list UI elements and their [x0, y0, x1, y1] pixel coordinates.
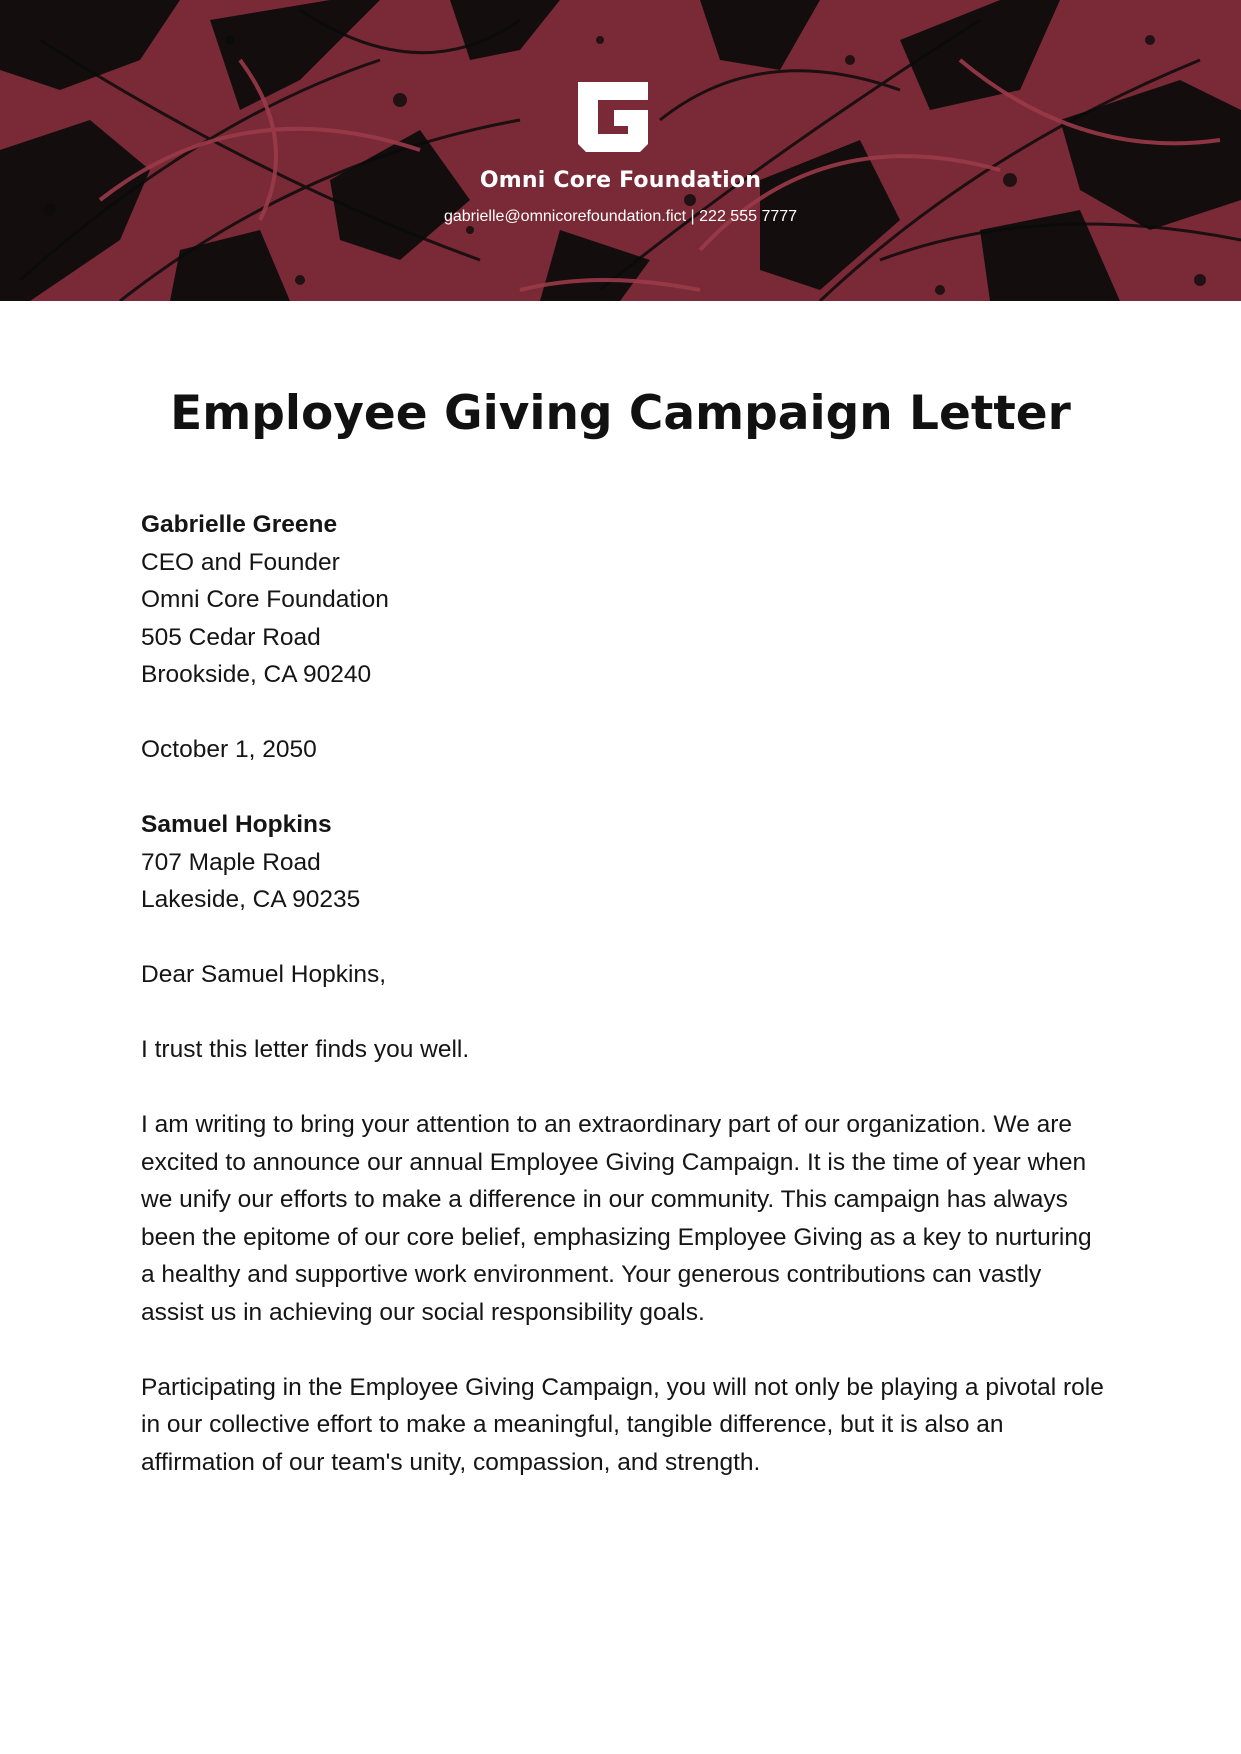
sender-title: CEO and Founder: [141, 548, 340, 576]
sender-organization: Omni Core Foundation: [141, 586, 389, 613]
sender-name: Gabrielle Greene: [141, 511, 338, 538]
recipient-block: [141, 806, 1106, 919]
sender-city: Brookside, CA 90240: [141, 661, 372, 688]
letter-title: Employee Giving Campaign Letter: [170, 386, 1071, 441]
paragraph: I am writing to bring your attention to an extraordinary part of our organization. We are excited to announce our annual Employee Giving Campaign. It is the time of year when we unify our efforts to make a difference in our community. This campaign has always been the epitome of our core belief, emphasizing Employee Giving as a key to nurturing a healthy and supportive work environment. Your generous contributions can vastly assist us in achieving our social responsibility goals.: [141, 1111, 1092, 1326]
letter-date: October 1, 2050: [141, 736, 317, 763]
paragraph: I trust this letter finds you well.: [141, 1036, 470, 1063]
contact-info: gabrielle@omnicorefoundation.fict | 222 555 7777: [443, 208, 798, 225]
organization-name: Omni Core Foundation: [479, 168, 762, 193]
letter-body: [141, 506, 1106, 1519]
sender-block: [141, 506, 1106, 694]
letterhead-banner: [0, 0, 1241, 301]
recipient-street: 707 Maple Road: [141, 848, 321, 876]
recipient-city: Lakeside, CA 90235: [141, 886, 361, 913]
salutation: Dear Samuel Hopkins,: [141, 961, 387, 988]
recipient-name: Samuel Hopkins: [141, 811, 332, 838]
sender-street: 505 Cedar Road: [141, 623, 321, 651]
g-logo-icon: [578, 82, 648, 152]
paragraph: Participating in the Employee Giving Campaign, you will not only be playing a pivotal role in our collective effort to make a meaningful, tangible difference, but it is also an affirmation of our team's unity, compassion, and strength.: [141, 1373, 1104, 1476]
